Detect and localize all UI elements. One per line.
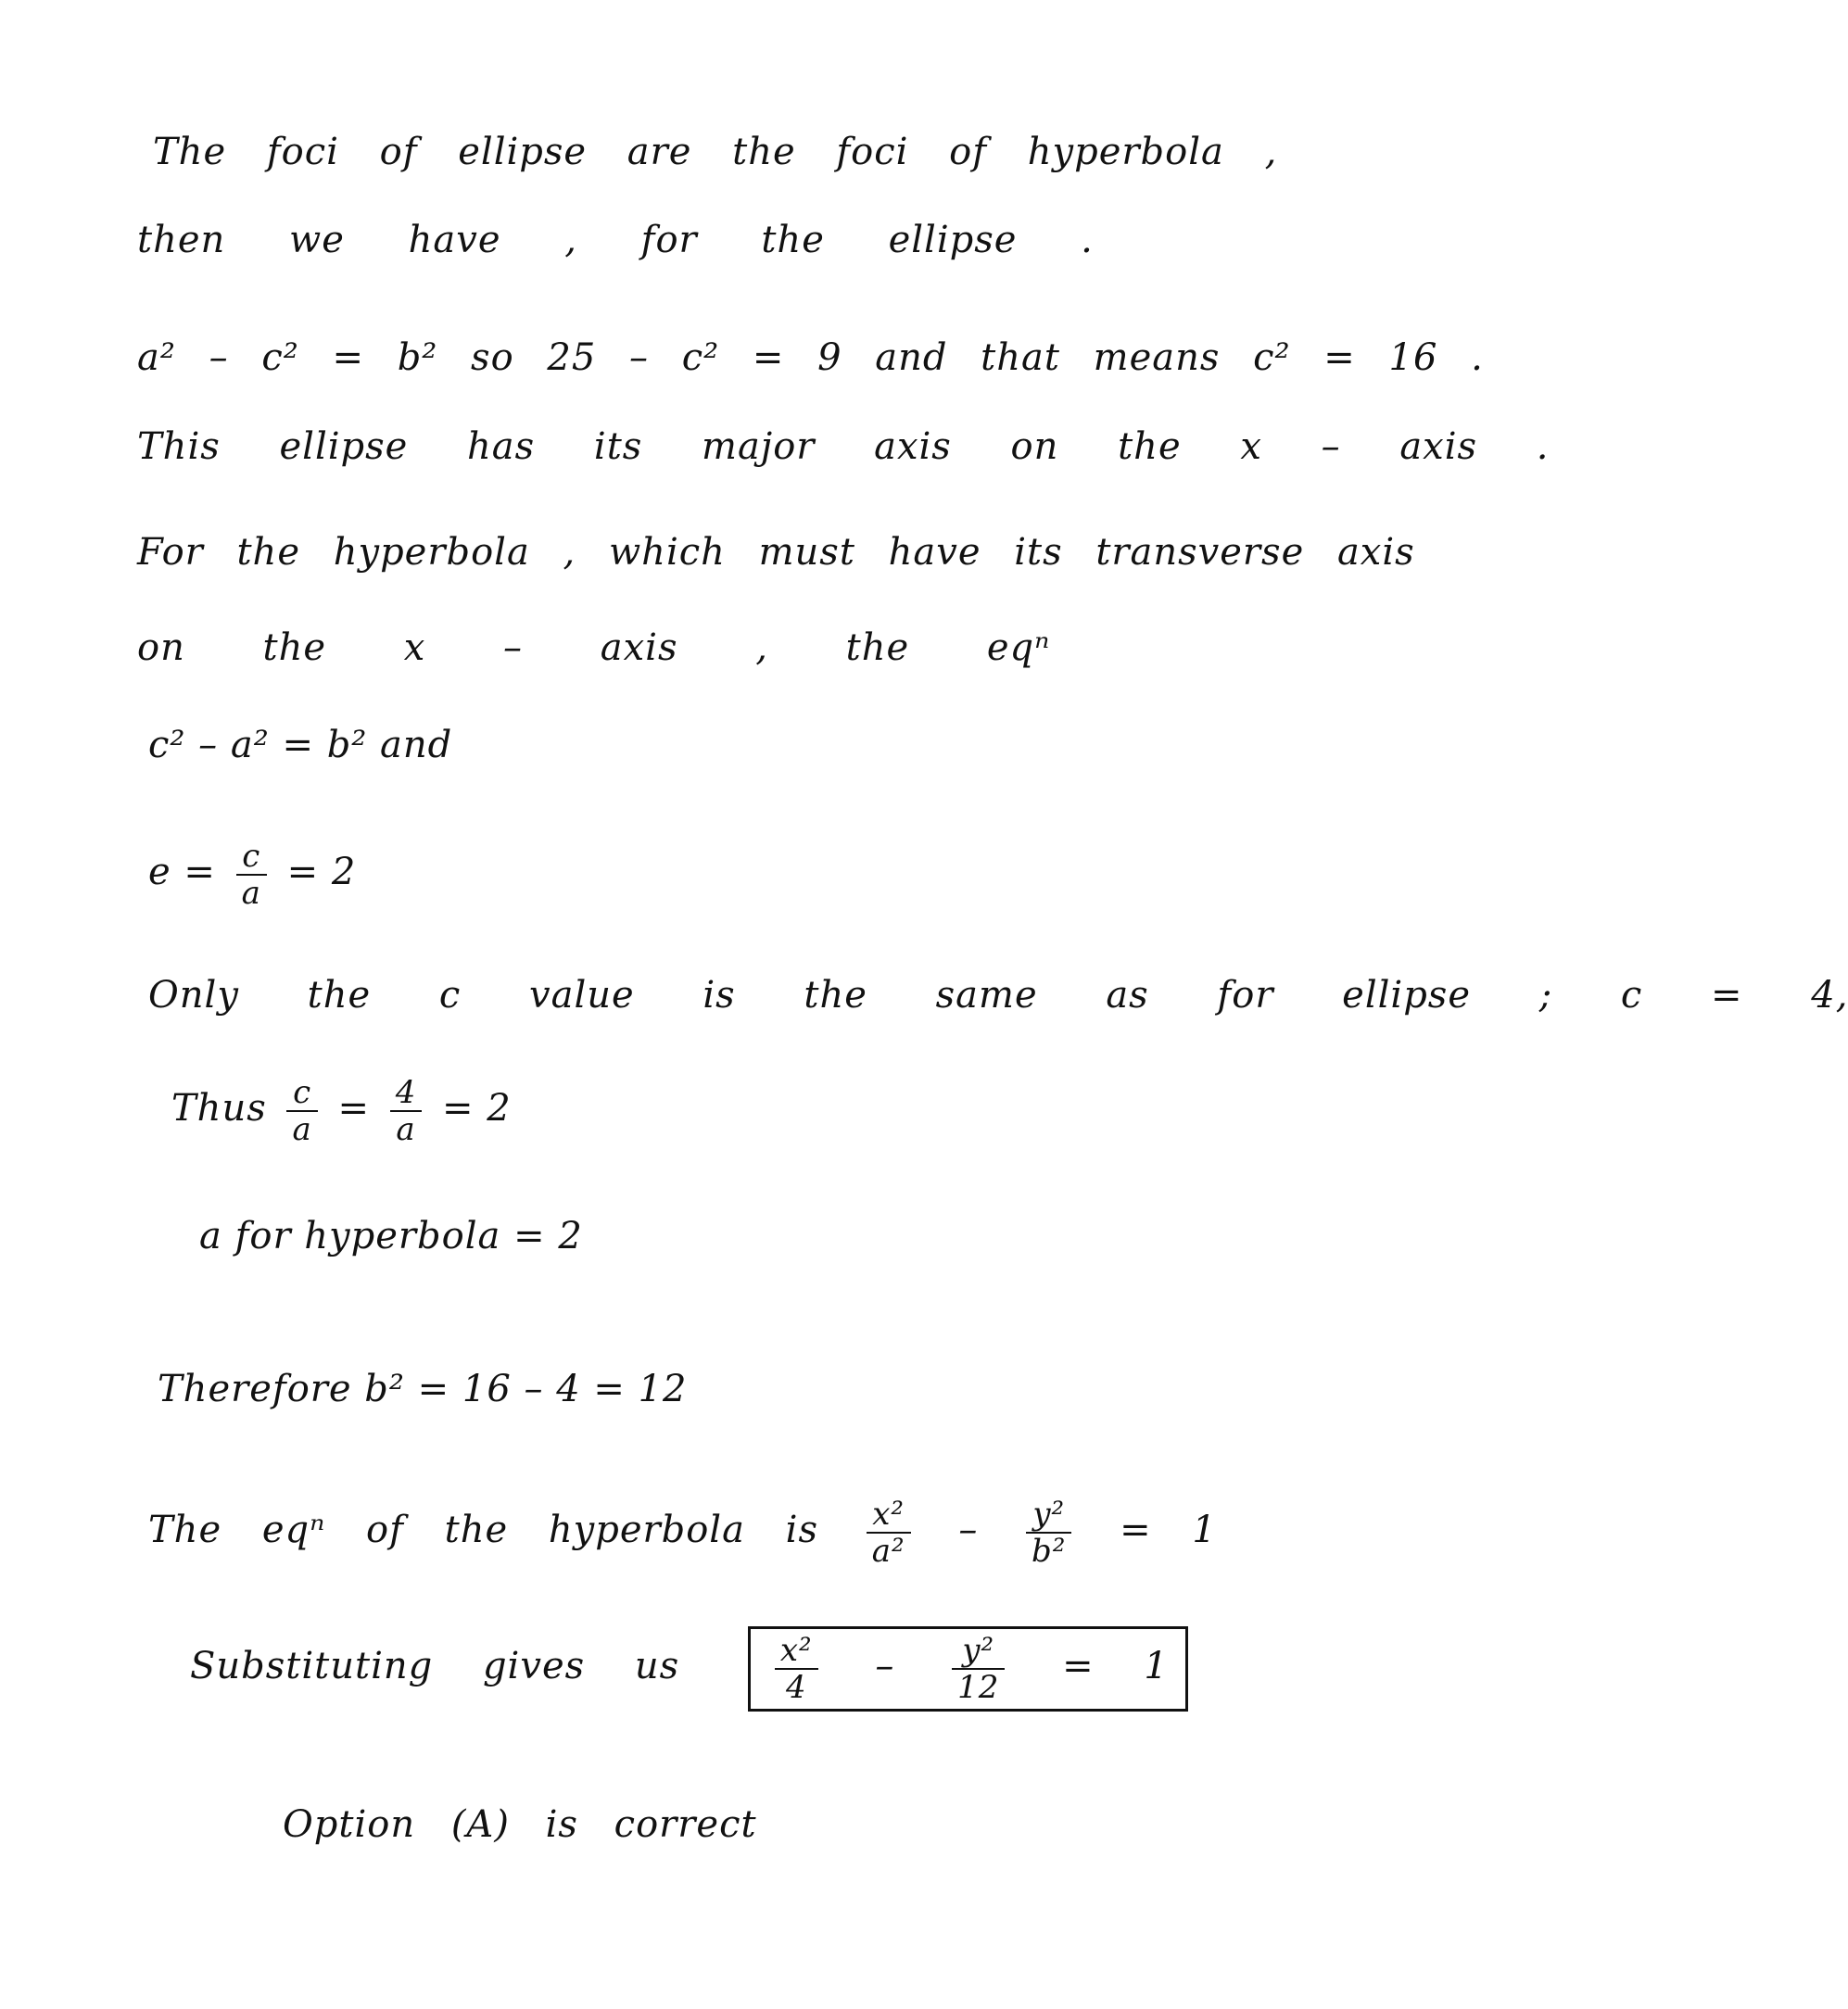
fraction-numerator: x²	[867, 1497, 911, 1534]
fraction-denominator: a	[292, 1111, 312, 1148]
fraction-denominator: a²	[871, 1533, 905, 1570]
general-eq-text: The eqⁿ of the hyperbola is	[148, 1509, 818, 1551]
general-fraction-y	[1026, 1497, 1071, 1569]
eccentricity-rhs: = 2	[286, 851, 357, 893]
line-c-value: Only the c value is the same as for ellipse ; c = 4,	[148, 974, 1848, 1017]
thus-label: Thus	[171, 1087, 267, 1130]
fraction-numerator: x²	[775, 1633, 818, 1670]
thus-fraction-1	[286, 1075, 317, 1147]
fraction-denominator: a	[241, 875, 261, 912]
final-hyperbola-equation	[190, 1626, 1188, 1712]
line-hyperbola-intro: For the hyperbola , which must have its transverse axis	[137, 531, 1415, 574]
eccentricity-equation	[148, 839, 356, 911]
fraction-denominator: b²	[1032, 1533, 1067, 1570]
fraction-denominator: a	[396, 1111, 416, 1148]
thus-rhs: = 2	[442, 1087, 512, 1130]
fraction-numerator: c	[236, 839, 267, 876]
fraction-numerator: y²	[952, 1633, 1005, 1670]
line-ellipse-equation: a² – c² = b² so 25 – c² = 9 and that means c² = 16 .	[137, 336, 1484, 379]
answer-box	[748, 1626, 1188, 1712]
thus-fraction-2	[390, 1075, 423, 1147]
equals-sign: =	[337, 1087, 370, 1130]
final-fraction-y	[952, 1633, 1005, 1705]
line-major-axis: This ellipse has its major axis on the x – axis .	[137, 425, 1550, 468]
general-fraction-x	[867, 1497, 911, 1569]
line-transverse-axis: on the x – axis , the eqⁿ	[137, 626, 1051, 669]
general-hyperbola-equation	[148, 1497, 1217, 1569]
fraction-numerator: y²	[1026, 1497, 1071, 1534]
eccentricity-fraction	[236, 839, 267, 911]
line-a-value: a for hyperbola = 2	[199, 1215, 583, 1257]
fraction-numerator: 4	[390, 1075, 423, 1112]
line-hyperbola-relation: c² – a² = b² and	[148, 724, 453, 766]
minus-sign: –	[958, 1509, 979, 1551]
fraction-denominator: 4	[785, 1669, 807, 1706]
line-ellipse-intro: then we have , for the ellipse .	[137, 219, 1094, 261]
general-eq-rhs: = 1	[1120, 1509, 1217, 1551]
thus-equation	[171, 1075, 512, 1147]
eccentricity-lhs: e =	[148, 851, 216, 893]
line-option-answer: Option (A) is correct	[283, 1803, 757, 1846]
minus-sign: –	[875, 1645, 895, 1687]
line-foci-statement: The foci of ellipse are the foci of hyperbola ,	[153, 131, 1278, 173]
line-b-squared: Therefore b² = 16 – 4 = 12	[158, 1368, 688, 1410]
final-fraction-x	[775, 1633, 818, 1705]
fraction-denominator: 12	[957, 1669, 1000, 1706]
fraction-numerator: c	[286, 1075, 317, 1112]
final-eq-rhs: = 1	[1062, 1645, 1169, 1687]
final-eq-text: Substituting gives us	[190, 1645, 680, 1687]
